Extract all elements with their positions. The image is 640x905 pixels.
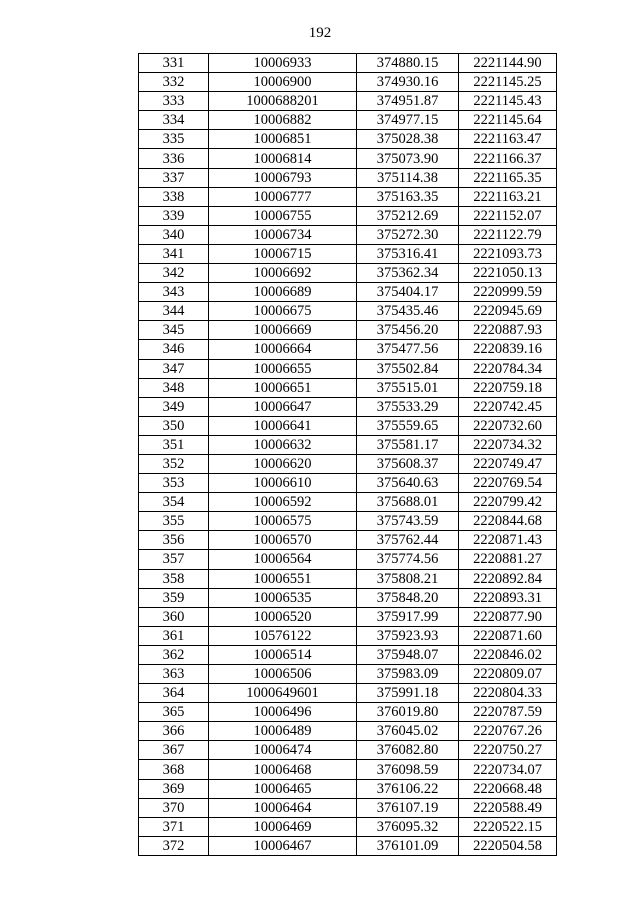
table-row (139, 741, 557, 760)
x-coordinate-cell: 375581.17 (357, 435, 459, 454)
x-coordinate-cell: 375362.34 (357, 264, 459, 283)
row-number-cell: 337 (139, 168, 209, 187)
x-coordinate-cell: 376101.09 (357, 836, 459, 855)
row-number-cell: 334 (139, 111, 209, 130)
x-coordinate-cell: 375848.20 (357, 588, 459, 607)
x-coordinate-cell: 375212.69 (357, 206, 459, 225)
point-id-cell: 10006655 (209, 359, 357, 378)
table-row (139, 92, 557, 111)
y-coordinate-cell: 2221093.73 (459, 244, 557, 263)
x-coordinate-cell: 375923.93 (357, 626, 459, 645)
row-number-cell: 331 (139, 54, 209, 73)
table-row (139, 684, 557, 703)
y-coordinate-cell: 2220787.59 (459, 703, 557, 722)
x-coordinate-cell: 375272.30 (357, 225, 459, 244)
y-coordinate-cell: 2220668.48 (459, 779, 557, 798)
row-number-cell: 360 (139, 607, 209, 626)
table-row (139, 206, 557, 225)
row-number-cell: 361 (139, 626, 209, 645)
row-number-cell: 358 (139, 569, 209, 588)
row-number-cell: 345 (139, 321, 209, 340)
point-id-cell: 10006465 (209, 779, 357, 798)
y-coordinate-cell: 2220871.43 (459, 531, 557, 550)
y-coordinate-cell: 2220522.15 (459, 817, 557, 836)
point-id-cell: 10006575 (209, 512, 357, 531)
x-coordinate-cell: 376107.19 (357, 798, 459, 817)
x-coordinate-cell: 375983.09 (357, 665, 459, 684)
y-coordinate-cell: 2220871.60 (459, 626, 557, 645)
table-row (139, 302, 557, 321)
y-coordinate-cell: 2220999.59 (459, 283, 557, 302)
row-number-cell: 350 (139, 416, 209, 435)
x-coordinate-cell: 375477.56 (357, 340, 459, 359)
point-id-cell: 10006610 (209, 474, 357, 493)
row-number-cell: 341 (139, 244, 209, 263)
point-id-cell: 10006535 (209, 588, 357, 607)
table-row (139, 187, 557, 206)
table-row (139, 760, 557, 779)
row-number-cell: 370 (139, 798, 209, 817)
row-number-cell: 344 (139, 302, 209, 321)
y-coordinate-cell: 2220892.84 (459, 569, 557, 588)
point-id-cell: 10006468 (209, 760, 357, 779)
row-number-cell: 364 (139, 684, 209, 703)
table-row (139, 416, 557, 435)
y-coordinate-cell: 2220734.07 (459, 760, 557, 779)
table-row (139, 607, 557, 626)
x-coordinate-cell: 375502.84 (357, 359, 459, 378)
x-coordinate-cell: 376019.80 (357, 703, 459, 722)
y-coordinate-cell: 2220732.60 (459, 416, 557, 435)
y-coordinate-cell: 2220750.27 (459, 741, 557, 760)
x-coordinate-cell: 375688.01 (357, 493, 459, 512)
point-id-cell: 10006474 (209, 741, 357, 760)
row-number-cell: 355 (139, 512, 209, 531)
table-row (139, 474, 557, 493)
x-coordinate-cell: 374930.16 (357, 73, 459, 92)
table-row (139, 493, 557, 512)
x-coordinate-cell: 375456.20 (357, 321, 459, 340)
y-coordinate-cell: 2220945.69 (459, 302, 557, 321)
y-coordinate-cell: 2221144.90 (459, 54, 557, 73)
point-id-cell: 10006520 (209, 607, 357, 626)
table-row (139, 588, 557, 607)
table-row (139, 378, 557, 397)
row-number-cell: 335 (139, 130, 209, 149)
y-coordinate-cell: 2221166.37 (459, 149, 557, 168)
x-coordinate-cell: 376095.32 (357, 817, 459, 836)
row-number-cell: 368 (139, 760, 209, 779)
point-id-cell: 10006632 (209, 435, 357, 454)
point-id-cell: 10576122 (209, 626, 357, 645)
x-coordinate-cell: 375515.01 (357, 378, 459, 397)
point-id-cell: 10006620 (209, 454, 357, 473)
x-coordinate-cell: 375559.65 (357, 416, 459, 435)
row-number-cell: 351 (139, 435, 209, 454)
row-number-cell: 366 (139, 722, 209, 741)
row-number-cell: 342 (139, 264, 209, 283)
x-coordinate-cell: 375435.46 (357, 302, 459, 321)
point-id-cell: 1000649601 (209, 684, 357, 703)
row-number-cell: 349 (139, 397, 209, 416)
row-number-cell: 354 (139, 493, 209, 512)
table-row (139, 321, 557, 340)
y-coordinate-cell: 2221145.64 (459, 111, 557, 130)
point-id-cell: 10006514 (209, 645, 357, 664)
table-row (139, 397, 557, 416)
table-row (139, 665, 557, 684)
table-row (139, 817, 557, 836)
row-number-cell: 365 (139, 703, 209, 722)
point-id-cell: 10006689 (209, 283, 357, 302)
point-id-cell: 10006793 (209, 168, 357, 187)
table-row (139, 168, 557, 187)
x-coordinate-cell: 374977.15 (357, 111, 459, 130)
point-id-cell: 10006647 (209, 397, 357, 416)
row-number-cell: 362 (139, 645, 209, 664)
table-row (139, 512, 557, 531)
table-row (139, 836, 557, 855)
row-number-cell: 340 (139, 225, 209, 244)
coordinates-table (138, 53, 557, 856)
x-coordinate-cell: 375917.99 (357, 607, 459, 626)
y-coordinate-cell: 2220844.68 (459, 512, 557, 531)
x-coordinate-cell: 375948.07 (357, 645, 459, 664)
y-coordinate-cell: 2220839.16 (459, 340, 557, 359)
x-coordinate-cell: 375743.59 (357, 512, 459, 531)
row-number-cell: 371 (139, 817, 209, 836)
point-id-cell: 10006570 (209, 531, 357, 550)
y-coordinate-cell: 2220881.27 (459, 550, 557, 569)
x-coordinate-cell: 375028.38 (357, 130, 459, 149)
row-number-cell: 333 (139, 92, 209, 111)
x-coordinate-cell: 375533.29 (357, 397, 459, 416)
y-coordinate-cell: 2221050.13 (459, 264, 557, 283)
point-id-cell: 10006734 (209, 225, 357, 244)
y-coordinate-cell: 2220887.93 (459, 321, 557, 340)
point-id-cell: 10006551 (209, 569, 357, 588)
point-id-cell: 10006641 (209, 416, 357, 435)
row-number-cell: 339 (139, 206, 209, 225)
table-row (139, 283, 557, 302)
table-row (139, 54, 557, 73)
y-coordinate-cell: 2221152.07 (459, 206, 557, 225)
y-coordinate-cell: 2221145.25 (459, 73, 557, 92)
y-coordinate-cell: 2220504.58 (459, 836, 557, 855)
y-coordinate-cell: 2221165.35 (459, 168, 557, 187)
row-number-cell: 347 (139, 359, 209, 378)
table-row (139, 645, 557, 664)
table-row (139, 359, 557, 378)
row-number-cell: 369 (139, 779, 209, 798)
table-row (139, 703, 557, 722)
y-coordinate-cell: 2220588.49 (459, 798, 557, 817)
point-id-cell: 10006900 (209, 73, 357, 92)
point-id-cell: 10006692 (209, 264, 357, 283)
x-coordinate-cell: 376045.02 (357, 722, 459, 741)
point-id-cell: 10006851 (209, 130, 357, 149)
point-id-cell: 10006651 (209, 378, 357, 397)
table-row (139, 798, 557, 817)
table-row (139, 111, 557, 130)
x-coordinate-cell: 375991.18 (357, 684, 459, 703)
x-coordinate-cell: 374880.15 (357, 54, 459, 73)
y-coordinate-cell: 2220742.45 (459, 397, 557, 416)
x-coordinate-cell: 374951.87 (357, 92, 459, 111)
table-row (139, 340, 557, 359)
y-coordinate-cell: 2220769.54 (459, 474, 557, 493)
table-row (139, 779, 557, 798)
row-number-cell: 338 (139, 187, 209, 206)
x-coordinate-cell: 376106.22 (357, 779, 459, 798)
table-row (139, 73, 557, 92)
table-row (139, 626, 557, 645)
table-row (139, 454, 557, 473)
y-coordinate-cell: 2220804.33 (459, 684, 557, 703)
y-coordinate-cell: 2221163.47 (459, 130, 557, 149)
point-id-cell: 10006664 (209, 340, 357, 359)
table-row (139, 244, 557, 263)
row-number-cell: 346 (139, 340, 209, 359)
row-number-cell: 348 (139, 378, 209, 397)
row-number-cell: 356 (139, 531, 209, 550)
table-row (139, 569, 557, 588)
x-coordinate-cell: 376098.59 (357, 760, 459, 779)
table-row (139, 264, 557, 283)
table-row (139, 130, 557, 149)
x-coordinate-cell: 375608.37 (357, 454, 459, 473)
table-row (139, 722, 557, 741)
point-id-cell: 10006592 (209, 493, 357, 512)
table-row (139, 149, 557, 168)
x-coordinate-cell: 375163.35 (357, 187, 459, 206)
row-number-cell: 336 (139, 149, 209, 168)
y-coordinate-cell: 2220846.02 (459, 645, 557, 664)
point-id-cell: 1000688201 (209, 92, 357, 111)
point-id-cell: 10006755 (209, 206, 357, 225)
y-coordinate-cell: 2220877.90 (459, 607, 557, 626)
x-coordinate-cell: 376082.80 (357, 741, 459, 760)
point-id-cell: 10006882 (209, 111, 357, 130)
y-coordinate-cell: 2220767.26 (459, 722, 557, 741)
point-id-cell: 10006777 (209, 187, 357, 206)
point-id-cell: 10006814 (209, 149, 357, 168)
y-coordinate-cell: 2220799.42 (459, 493, 557, 512)
point-id-cell: 10006564 (209, 550, 357, 569)
row-number-cell: 357 (139, 550, 209, 569)
point-id-cell: 10006464 (209, 798, 357, 817)
row-number-cell: 363 (139, 665, 209, 684)
y-coordinate-cell: 2220809.07 (459, 665, 557, 684)
y-coordinate-cell: 2220893.31 (459, 588, 557, 607)
table-body (139, 54, 557, 856)
point-id-cell: 10006506 (209, 665, 357, 684)
x-coordinate-cell: 375404.17 (357, 283, 459, 302)
point-id-cell: 10006675 (209, 302, 357, 321)
y-coordinate-cell: 2221145.43 (459, 92, 557, 111)
row-number-cell: 352 (139, 454, 209, 473)
row-number-cell: 332 (139, 73, 209, 92)
y-coordinate-cell: 2220784.34 (459, 359, 557, 378)
table-row (139, 531, 557, 550)
y-coordinate-cell: 2220734.32 (459, 435, 557, 454)
page-number: 192 (308, 25, 332, 41)
y-coordinate-cell: 2220749.47 (459, 454, 557, 473)
point-id-cell: 10006933 (209, 54, 357, 73)
point-id-cell: 10006467 (209, 836, 357, 855)
x-coordinate-cell: 375114.38 (357, 168, 459, 187)
point-id-cell: 10006489 (209, 722, 357, 741)
y-coordinate-cell: 2220759.18 (459, 378, 557, 397)
x-coordinate-cell: 375316.41 (357, 244, 459, 263)
x-coordinate-cell: 375640.63 (357, 474, 459, 493)
row-number-cell: 353 (139, 474, 209, 493)
row-number-cell: 343 (139, 283, 209, 302)
y-coordinate-cell: 2221163.21 (459, 187, 557, 206)
x-coordinate-cell: 375774.56 (357, 550, 459, 569)
point-id-cell: 10006669 (209, 321, 357, 340)
y-coordinate-cell: 2221122.79 (459, 225, 557, 244)
table-row (139, 225, 557, 244)
row-number-cell: 372 (139, 836, 209, 855)
row-number-cell: 359 (139, 588, 209, 607)
table-row (139, 435, 557, 454)
table-row (139, 550, 557, 569)
point-id-cell: 10006715 (209, 244, 357, 263)
x-coordinate-cell: 375073.90 (357, 149, 459, 168)
point-id-cell: 10006496 (209, 703, 357, 722)
row-number-cell: 367 (139, 741, 209, 760)
x-coordinate-cell: 375808.21 (357, 569, 459, 588)
point-id-cell: 10006469 (209, 817, 357, 836)
x-coordinate-cell: 375762.44 (357, 531, 459, 550)
